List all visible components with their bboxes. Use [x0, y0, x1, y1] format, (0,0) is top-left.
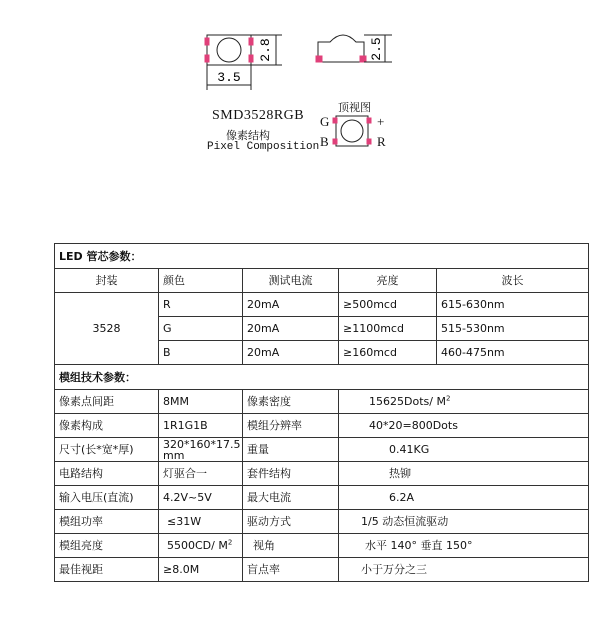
module-row	[55, 462, 589, 486]
color-cell: G	[159, 317, 243, 341]
header-current: 测试电流	[243, 269, 339, 293]
param-label: 模组亮度	[55, 534, 159, 558]
param-label: 重量	[243, 438, 339, 462]
wavelength-cell: 515-530nm	[437, 317, 589, 341]
param-label: 模组分辨率	[243, 414, 339, 438]
param-value: 灯驱合一	[159, 462, 243, 486]
led-section-title: LED 管芯参数：	[55, 244, 589, 269]
param-value: 0.41KG	[339, 438, 589, 462]
module-row	[55, 510, 589, 534]
pixel-composition-cn: 像素结构	[226, 129, 270, 142]
module-section-title: 模组技术参数：	[55, 365, 589, 390]
param-value: 1R1G1B	[159, 414, 243, 438]
param-label: 最大电流	[243, 486, 339, 510]
param-label: 模组功率	[55, 510, 159, 534]
led-header-row	[55, 269, 589, 293]
param-label: 尺寸(长*宽*厚)	[55, 438, 159, 462]
pixel-drawing	[0, 0, 595, 180]
param-label: 像素密度	[243, 390, 339, 414]
spec-table	[54, 243, 589, 582]
param-value	[339, 390, 589, 414]
led-row-r	[55, 293, 589, 317]
param-value	[159, 534, 243, 558]
superscript: 2	[445, 394, 451, 403]
param-value: 热铆	[339, 462, 589, 486]
module-row	[55, 486, 589, 510]
dim-width-front: 3.5	[217, 70, 241, 85]
param-value: 1/5 动态恒流驱动	[339, 510, 589, 534]
current-cell: 20mA	[243, 317, 339, 341]
led-section-title-row	[55, 244, 589, 269]
superscript: 2	[227, 538, 233, 547]
color-cell: B	[159, 341, 243, 365]
top-view-drawing	[333, 116, 371, 146]
wavelength-cell: 615-630nm	[437, 293, 589, 317]
header-color: 颜色	[159, 269, 243, 293]
dim-height-front: 2.8	[258, 38, 273, 62]
param-label: 套件结构	[243, 462, 339, 486]
top-view-label: 顶视图	[338, 101, 371, 114]
pixel-composition-en: Pixel Composition	[207, 141, 320, 153]
header-package: 封装	[55, 269, 159, 293]
module-row	[55, 414, 589, 438]
pin-r: R	[377, 134, 386, 149]
param-label: 像素构成	[55, 414, 159, 438]
brightness-cell: ≥500mcd	[339, 293, 437, 317]
param-label: 驱动方式	[243, 510, 339, 534]
color-cell: R	[159, 293, 243, 317]
param-value: ≤31W	[159, 510, 243, 534]
module-row	[55, 438, 589, 462]
param-value: 6.2A	[339, 486, 589, 510]
brightness-cell: ≥1100mcd	[339, 317, 437, 341]
pixel-density-value: 15625Dots/ M	[369, 395, 446, 408]
param-value: 40*20=800Dots	[339, 414, 589, 438]
dim-height-side: 2.5	[369, 37, 384, 61]
module-section-title-row	[55, 365, 589, 390]
module-row	[55, 534, 589, 558]
param-value: 小于万分之三	[339, 558, 589, 582]
module-row	[55, 390, 589, 414]
param-label: 盲点率	[243, 558, 339, 582]
header-wavelength: 波长	[437, 269, 589, 293]
pin-g: G	[320, 114, 330, 129]
pin-plus: +	[377, 114, 385, 129]
param-value: 320*160*17.5 mm	[159, 438, 243, 462]
param-label: 电路结构	[55, 462, 159, 486]
param-label: 输入电压(直流)	[55, 486, 159, 510]
header-brightness: 亮度	[339, 269, 437, 293]
package-cell: 3528	[55, 293, 159, 365]
param-value: 4.2V~5V	[159, 486, 243, 510]
current-cell: 20mA	[243, 341, 339, 365]
pin-b: B	[320, 134, 329, 149]
param-label: 最佳视距	[55, 558, 159, 582]
model-name: SMD3528RGB	[212, 108, 305, 123]
param-label: 像素点间距	[55, 390, 159, 414]
param-value: 水平 140° 垂直 150°	[339, 534, 589, 558]
brightness-cell: ≥160mcd	[339, 341, 437, 365]
wavelength-cell: 460-475nm	[437, 341, 589, 365]
current-cell: 20mA	[243, 293, 339, 317]
param-value: 8MM	[159, 390, 243, 414]
module-brightness-value: 5500CD/ M	[167, 539, 228, 552]
param-value: ≥8.0M	[159, 558, 243, 582]
param-label: 视角	[243, 534, 339, 558]
module-row	[55, 558, 589, 582]
